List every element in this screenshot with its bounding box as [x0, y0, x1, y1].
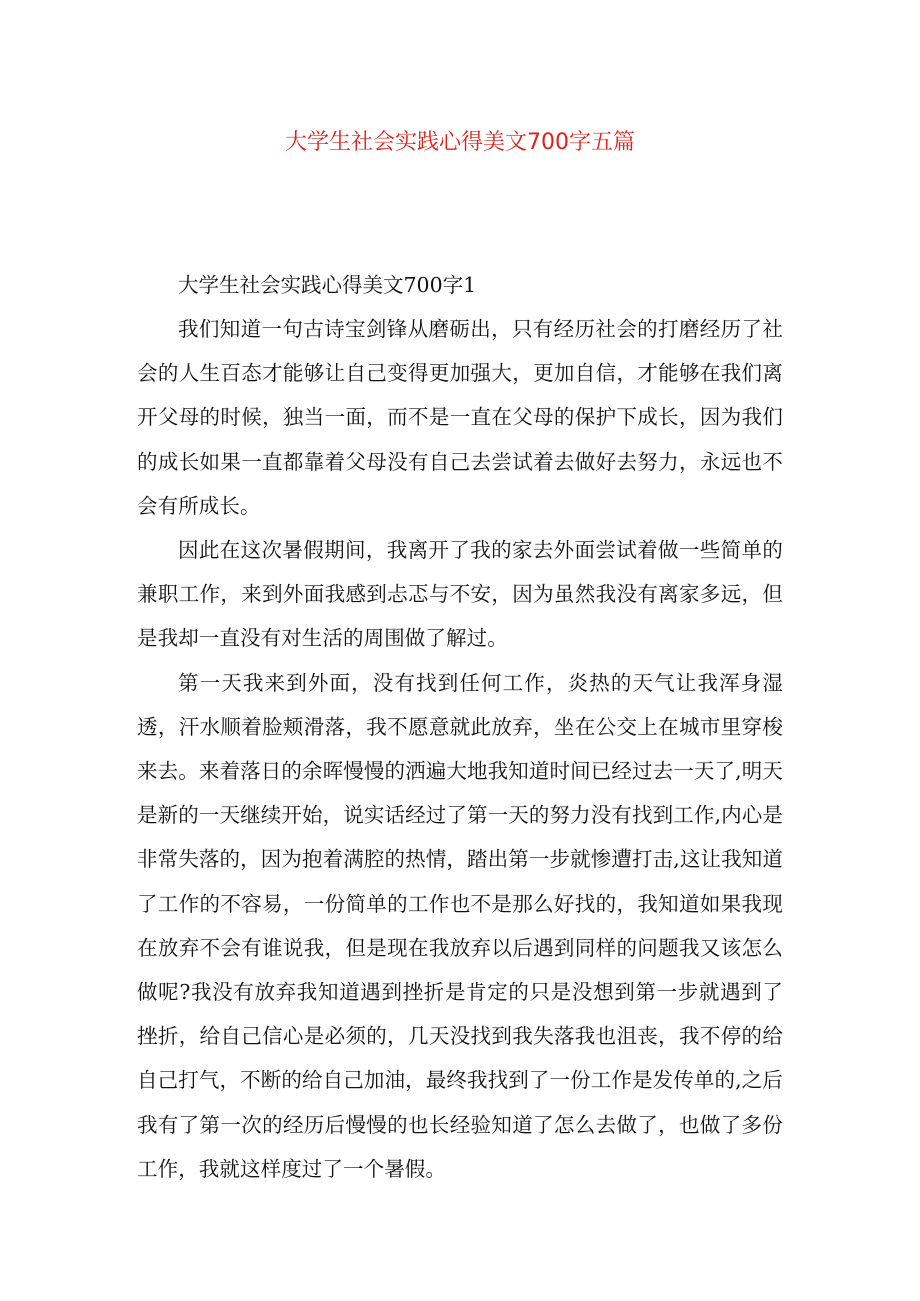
body-paragraph: 我们知道一句古诗宝剑锋从磨砺出，只有经历社会的打磨经历了社会的人生百态才能够让自己变得更加强大，更加自信，才能够在我们离开父母的时候，独当一面，而不是一直在父母的保护下成长，因为我们的成长如果一直都靠着父母没有自己去尝试着去做好去努力，永远也不会有所成长。: [137, 317, 783, 518]
body-paragraph: 因此在这次暑假期间，我离开了我的家去外面尝试着做一些简单的兼职工作，来到外面我感到忐忑与不安，因为虽然我没有离家多远，但是我却一直没有对生活的周围做了解过。: [137, 538, 783, 651]
document-body: [137, 263, 783, 1191]
document-title: 大学生社会实践心得美文700字五篇: [285, 130, 635, 155]
section-heading: 大学生社会实践心得美文700字1: [178, 273, 477, 297]
body-paragraph: 第一天我来到外面，没有找到任何工作，炎热的天气让我浑身湿透，汗水顺着脸颊滑落，我不愿意就此放弃，坐在公交上在城市里穿梭来去。来着落日的余晖慢慢的洒遍大地我知道时间已经过去一天了,明天是新的一天继续开始，说实话经过了第一天的努力没有找到工作,内心是非常失落的，因为抱着满腔的热情，踏出第一步就惨遭打击,这让我知道了工作的不容易，一份简单的工作也不是那么好找的，我知道如果我现在放弃不会有谁说我，但是现在我放弃以后遇到同样的问题我又该怎么做呢?我没有放弃我知道遇到挫折是肯定的只是没想到第一步就遇到了挫折，给自己信心是必须的，几天没找到我失落我也沮丧，我不停的给自己打气，不断的给自己加油，最终我找到了一份工作是发传单的,之后我有了第一次的经历后慢慢的也长经验知道了怎么去做了，也做了多份工作，我就这样度过了一个暑假。: [137, 670, 783, 1181]
